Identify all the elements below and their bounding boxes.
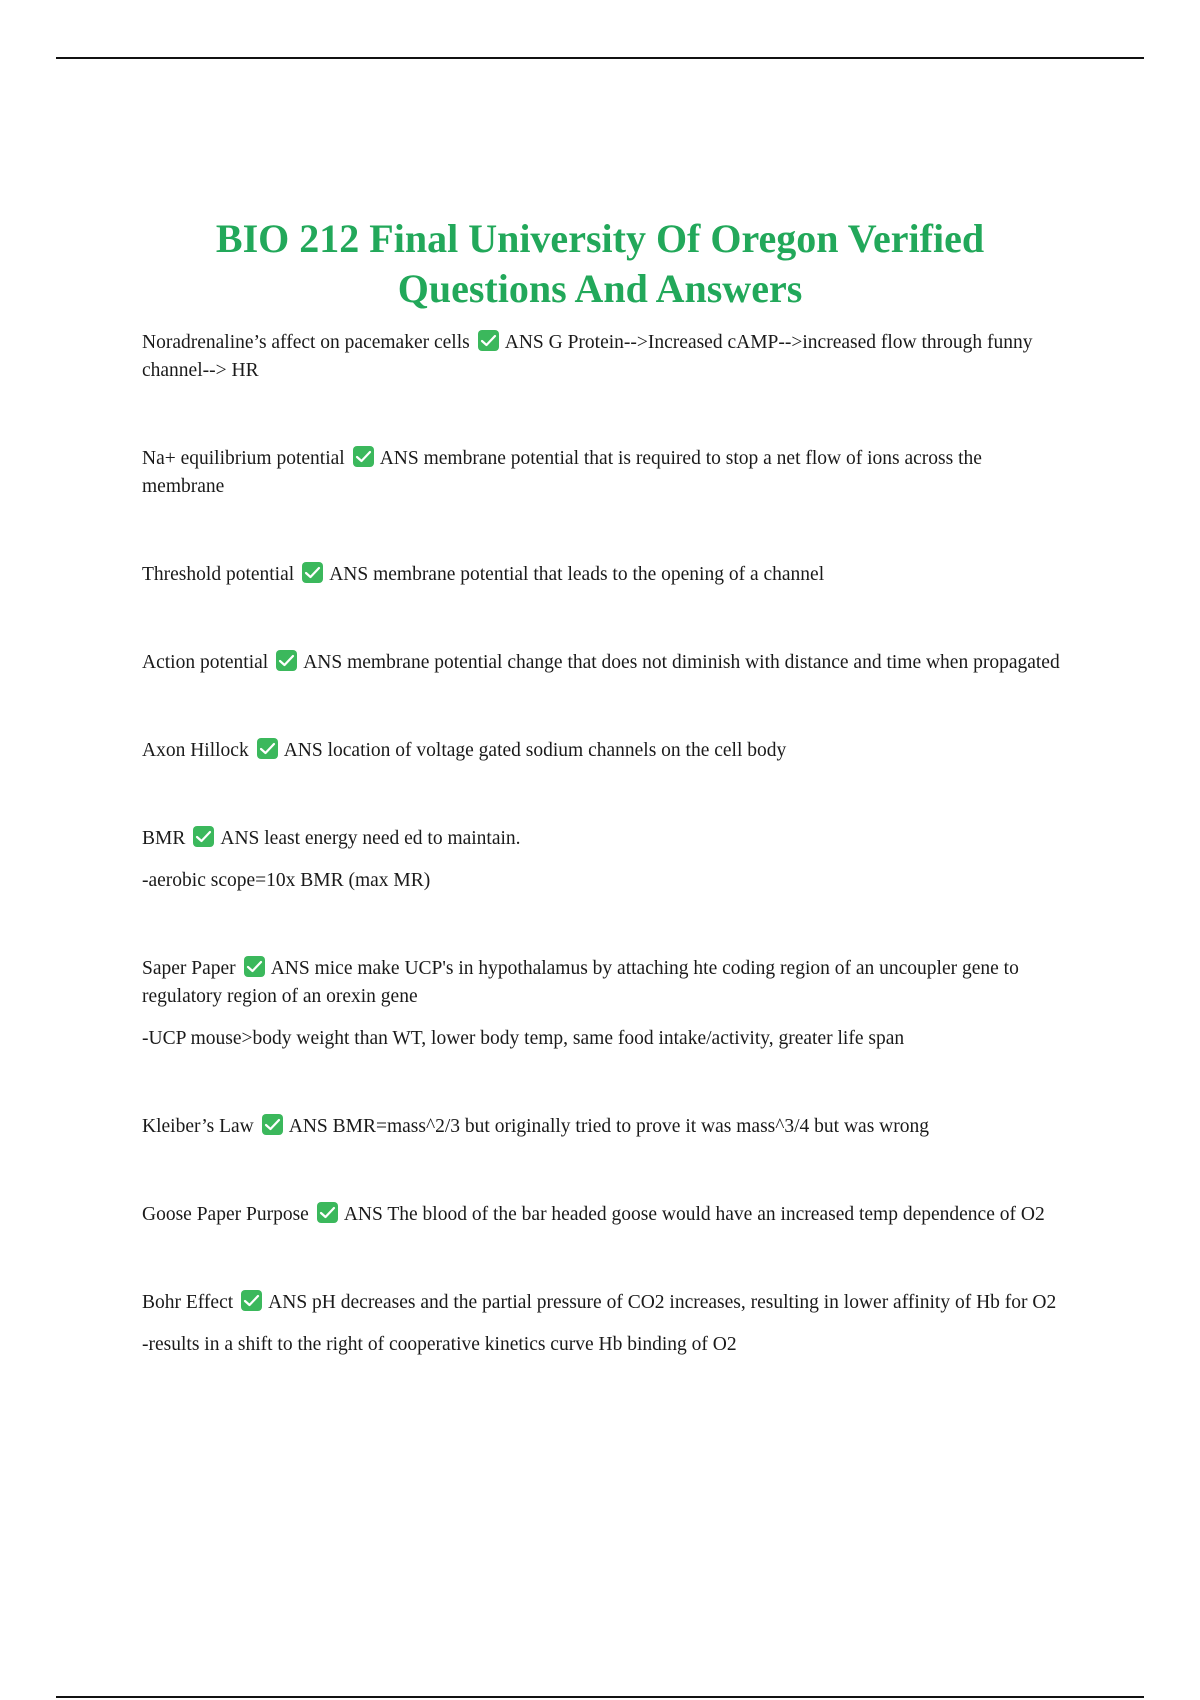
qa-entry: [142, 561, 1062, 589]
checkmark-icon: [276, 650, 297, 671]
checkmark-icon: [241, 1290, 262, 1311]
qa-item-6: [142, 825, 1062, 895]
qa-term: Threshold potential: [142, 564, 295, 585]
qa-note: -aerobic scope=10x BMR (max MR): [142, 870, 431, 891]
ans-marker: ANS: [343, 1204, 383, 1225]
qa-list: [142, 329, 1062, 1359]
ans-marker: ANS: [329, 564, 369, 585]
qa-entry: [142, 1289, 1062, 1317]
checkmark-icon: [478, 330, 499, 351]
qa-answer: mice make UCP's in hypothalamus by attaching hte coding region of an uncoupler gene to regulatory region of an orexin gene: [142, 958, 1019, 1007]
qa-answer: location of voltage gated sodium channels on the cell body: [327, 740, 787, 761]
ans-marker: ANS: [283, 740, 323, 761]
qa-entry: [142, 1113, 1062, 1141]
page-title: [140, 214, 1060, 314]
checkmark-icon: [257, 738, 278, 759]
qa-item-2: [142, 445, 1062, 501]
footer-rule: [56, 1696, 1144, 1698]
qa-term: Noradrenaline’s affect on pacemaker cells: [142, 332, 470, 353]
qa-term: Action potential: [142, 652, 269, 673]
qa-term: Kleiber’s Law: [142, 1116, 254, 1137]
qa-note: -UCP mouse>body weight than WT, lower body temp, same food intake/activity, greater life span: [142, 1028, 905, 1049]
qa-term: Bohr Effect: [142, 1292, 234, 1313]
qa-answer: G Protein-->Increased cAMP-->increased flow through funny channel--> HR: [142, 332, 1033, 381]
qa-entry: [142, 737, 1062, 765]
qa-entry: [142, 1201, 1062, 1229]
checkmark-icon: [353, 446, 374, 467]
qa-entry: [142, 329, 1062, 385]
ans-marker: ANS: [288, 1116, 328, 1137]
checkmark-icon: [262, 1114, 283, 1135]
qa-answer: membrane potential that leads to the opening of a channel: [373, 564, 825, 585]
qa-item-8: [142, 1113, 1062, 1141]
qa-entry: [142, 825, 1062, 853]
qa-item-4: [142, 649, 1062, 677]
ans-marker: ANS: [303, 652, 343, 673]
qa-term: BMR: [142, 828, 186, 849]
qa-entry: [142, 649, 1062, 677]
qa-item-9: [142, 1201, 1062, 1229]
qa-term: Na+ equilibrium potential: [142, 448, 345, 469]
qa-answer: BMR=mass^2/3 but originally tried to prove it was mass^3/4 but was wrong: [332, 1116, 930, 1137]
qa-item-3: [142, 561, 1062, 589]
qa-item-10: [142, 1289, 1062, 1359]
qa-term: Saper Paper: [142, 958, 236, 979]
qa-answer: least energy need ed to maintain.: [264, 828, 521, 849]
qa-item-1: [142, 329, 1062, 385]
qa-answer: membrane potential that is required to stop a net flow of ions across the membrane: [142, 448, 982, 497]
qa-item-5: [142, 737, 1062, 765]
title-line-2: Questions And Answers: [397, 266, 803, 311]
ans-marker: ANS: [504, 332, 544, 353]
qa-term: Axon Hillock: [142, 740, 249, 761]
qa-answer: The blood of the bar headed goose would have an increased temp dependence of O2: [387, 1204, 1045, 1225]
header-rule: [56, 57, 1144, 59]
ans-marker: ANS: [220, 828, 260, 849]
ans-marker: ANS: [270, 958, 310, 979]
checkmark-icon: [193, 826, 214, 847]
qa-term: Goose Paper Purpose: [142, 1204, 309, 1225]
ans-marker: ANS: [268, 1292, 308, 1313]
qa-entry: [142, 955, 1062, 1011]
ans-marker: ANS: [379, 448, 419, 469]
checkmark-icon: [302, 562, 323, 583]
checkmark-icon: [317, 1202, 338, 1223]
qa-answer: pH decreases and the partial pressure of CO2 increases, resulting in lower affinity of Hb for O2: [312, 1292, 1057, 1313]
title-line-1: BIO 212 Final University Of Oregon Verified: [215, 216, 985, 261]
qa-answer: membrane potential change that does not diminish with distance and time when propagated: [347, 652, 1060, 673]
qa-item-7: [142, 955, 1062, 1053]
qa-note: -results in a shift to the right of cooperative kinetics curve Hb binding of O2: [142, 1334, 737, 1355]
checkmark-icon: [244, 956, 265, 977]
qa-entry: [142, 445, 1062, 501]
